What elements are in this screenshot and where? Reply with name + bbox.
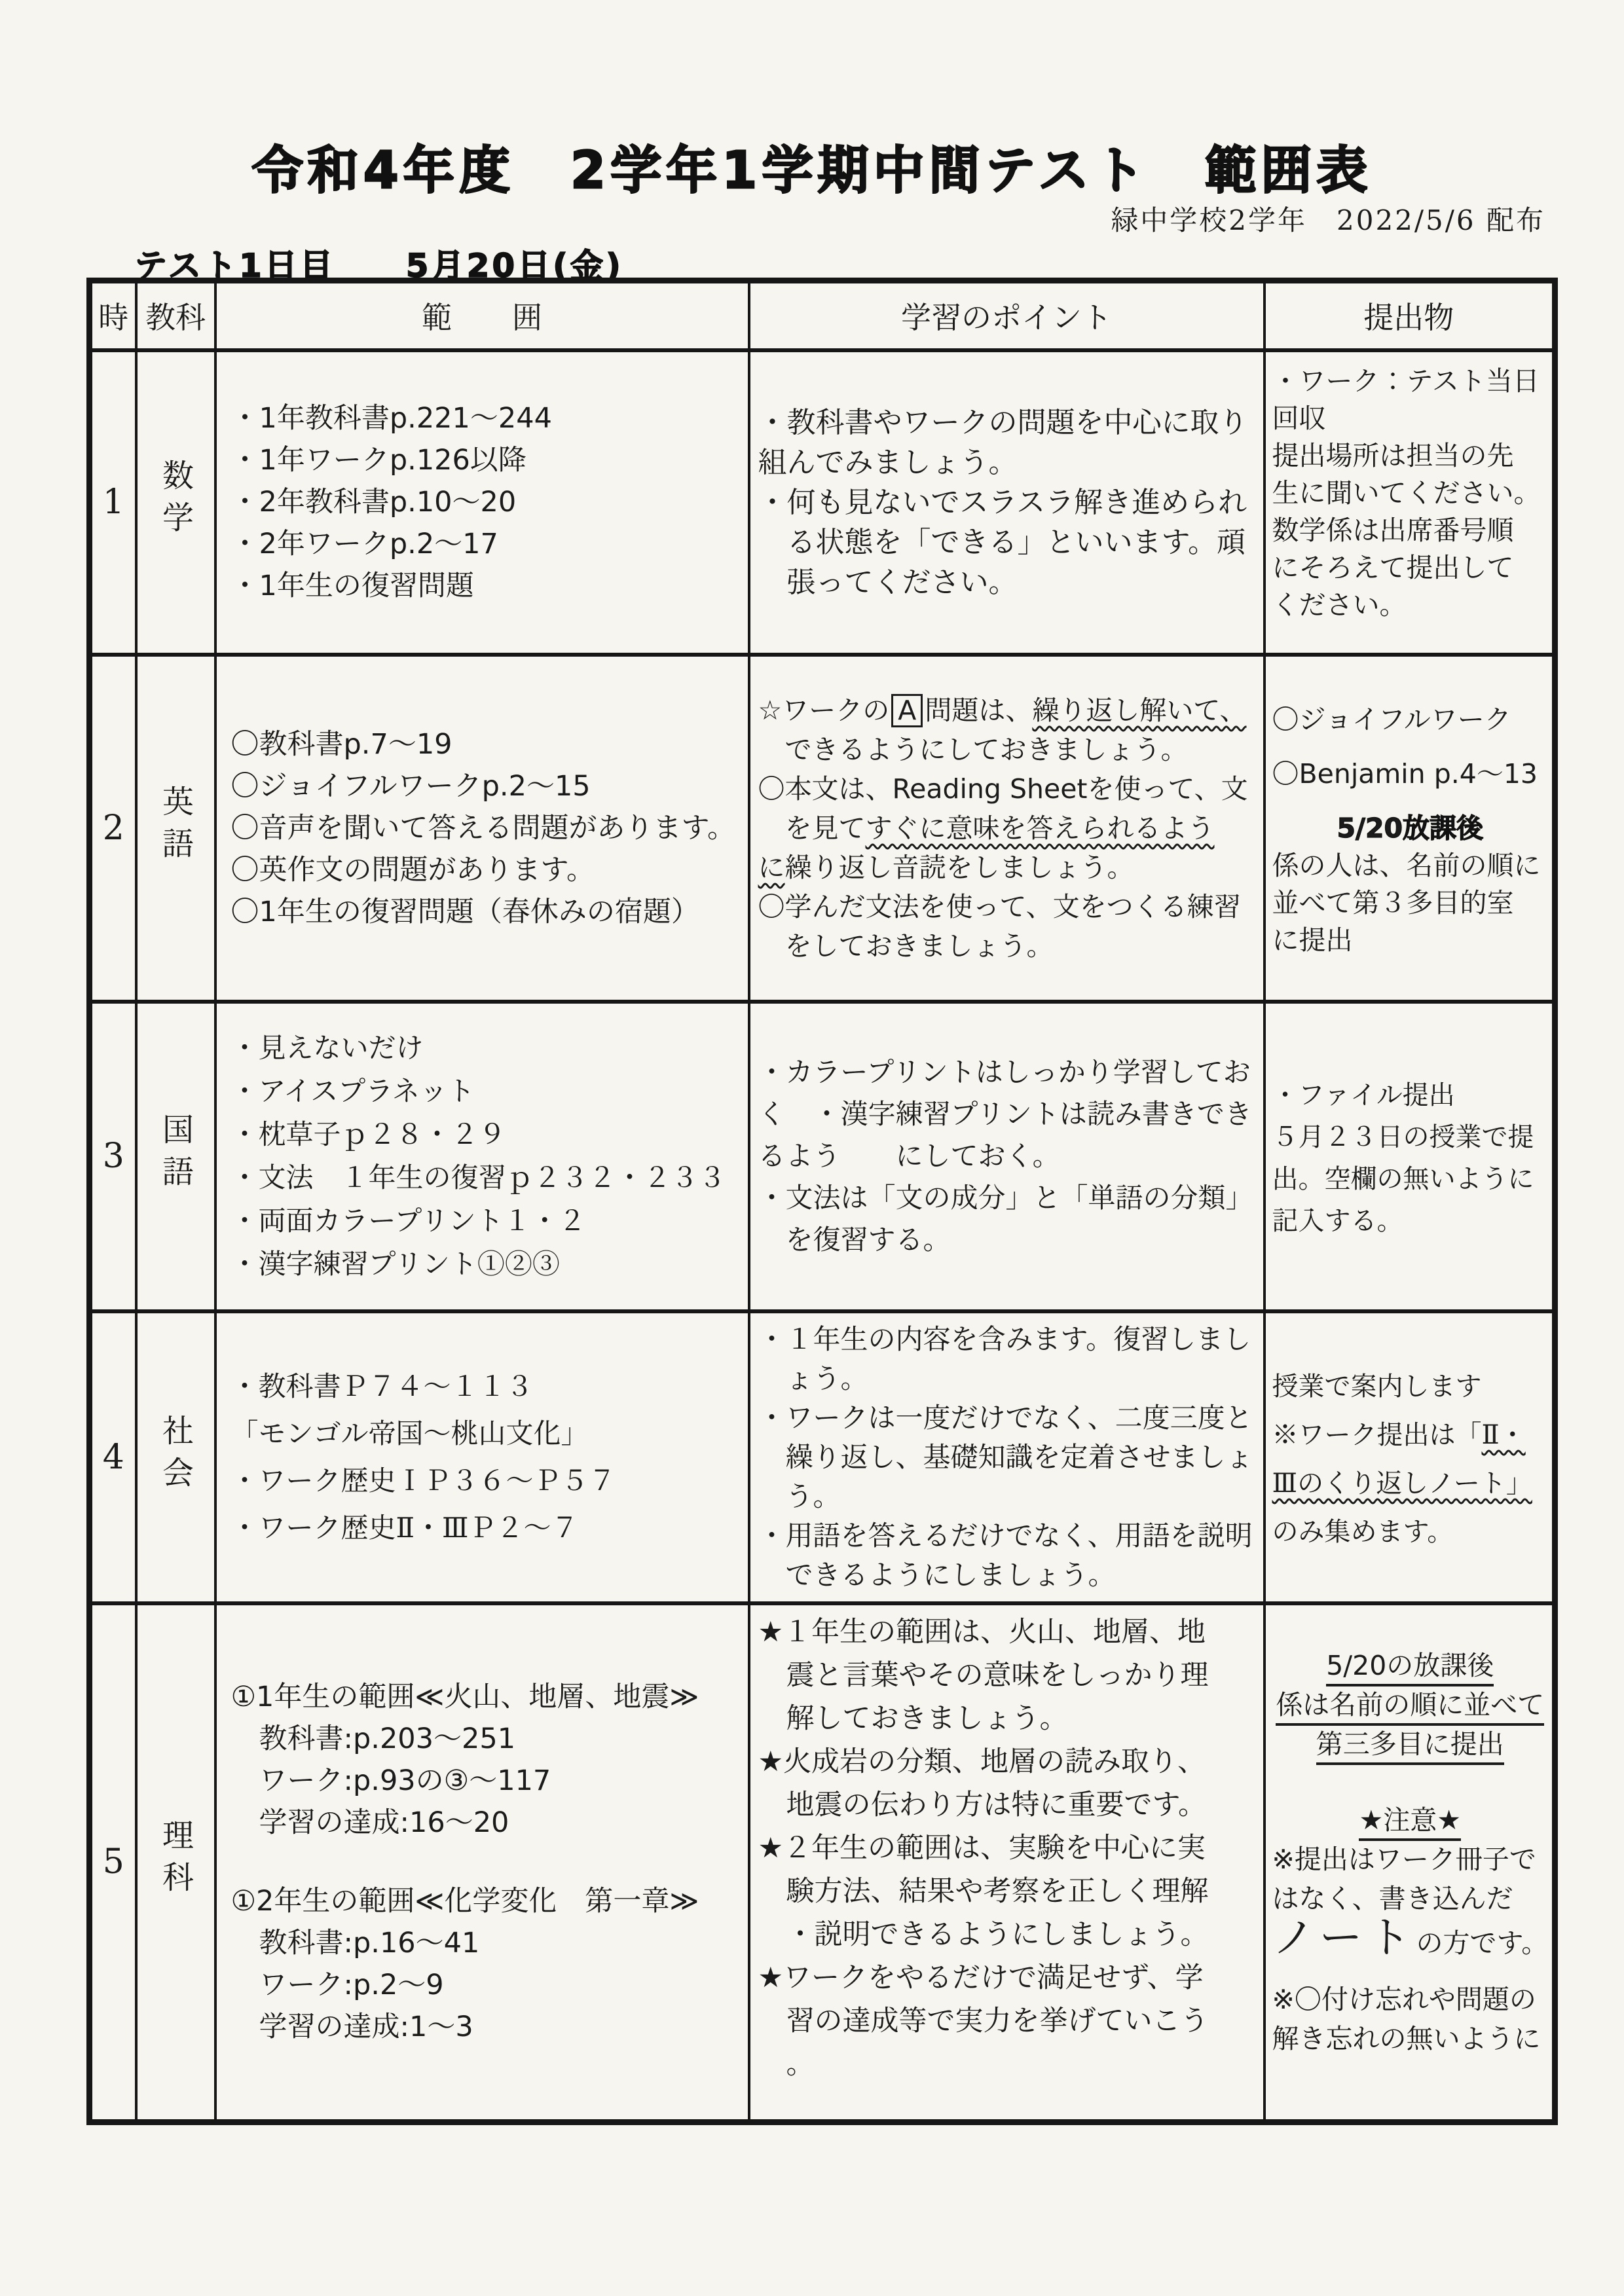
text-line: 。 bbox=[758, 2047, 815, 2081]
text-line: を見てすぐに意味を答えられるよう bbox=[758, 812, 1215, 844]
period-number: 1 bbox=[90, 350, 136, 655]
text-line: ☆ワークの A 問題は、繰り返し解いて、 bbox=[758, 691, 1259, 730]
text-line: 〇ジョイフルワーク bbox=[1272, 703, 1511, 735]
text-line: ・枕草子ｐ２８・２９ bbox=[231, 1118, 506, 1150]
text-line: ょう。 bbox=[758, 1362, 868, 1394]
text-line: Ⅲのくり返しノート」 bbox=[1272, 1468, 1532, 1499]
text-line: ★火成岩の分類、地層の読み取り、 bbox=[758, 1745, 1206, 1778]
text-line: 生に聞いてください。 bbox=[1272, 477, 1541, 509]
science-submissions-cell bbox=[1264, 1603, 1555, 2123]
text-line: ①2年生の範囲≪化学変化 第一章≫ bbox=[231, 1885, 699, 1918]
text-line: 験方法、結果や考察を正しく理解 bbox=[758, 1874, 1209, 1908]
text-line: を復習する。 bbox=[758, 1224, 951, 1256]
text-line: 〇1年生の復習問題（春休みの宿題） bbox=[231, 895, 699, 928]
col-header-range: 範 囲 bbox=[215, 281, 749, 350]
text-line: ・文法 １年生の復習ｐ２３２・２３３ bbox=[231, 1161, 726, 1194]
text-line bbox=[1272, 738, 1549, 756]
text-line: ※提出はワーク冊子で bbox=[1272, 1843, 1536, 1875]
math-submissions-cell bbox=[1264, 350, 1555, 655]
text-line: 出。空欄の無いように bbox=[1272, 1164, 1534, 1194]
text-line: う。 bbox=[758, 1480, 841, 1512]
period-number: 2 bbox=[90, 655, 136, 1002]
text-line: 5/20放課後 bbox=[1337, 812, 1484, 844]
science-points-cell bbox=[749, 1603, 1264, 2123]
social-range-cell bbox=[215, 1311, 749, 1603]
japanese-points-cell bbox=[749, 1002, 1264, 1311]
text-line: 数学係は出席番号順 bbox=[1272, 514, 1514, 546]
text-line: 張ってください。 bbox=[758, 565, 1018, 599]
text-line: ★１年生の範囲は、火山、地層、地 bbox=[758, 1615, 1206, 1649]
text-line: ・2年教科書p.10～20 bbox=[231, 486, 517, 519]
text-line: ・漢字練習プリント①②③ bbox=[231, 1248, 560, 1280]
text-line: できるようにしましょう。 bbox=[758, 1558, 1116, 1591]
text-line: 〇英作文の問題があります。 bbox=[231, 853, 595, 886]
text-line: 授業で案内します bbox=[1272, 1371, 1482, 1402]
text-line: ・ワークは一度だけでなく、二度三度と bbox=[758, 1401, 1253, 1434]
text-line: ワーク:p.2～9 bbox=[231, 1969, 444, 2002]
col-header-subject: 教科 bbox=[136, 281, 215, 350]
subject-label: 国語 bbox=[136, 1002, 215, 1311]
subject-label: 理科 bbox=[136, 1603, 215, 2123]
english-submissions-cell bbox=[1264, 655, 1555, 1002]
text-line: 〇教科書p.7～19 bbox=[231, 727, 452, 761]
text-line: ※〇付け忘れや問題の bbox=[1272, 1983, 1536, 2015]
text-line: ・ワーク：テスト当日 bbox=[1272, 365, 1540, 397]
text-line: 「モンゴル帝国～桃山文化」 bbox=[231, 1417, 589, 1449]
text-line: のみ集めます。 bbox=[1272, 1516, 1454, 1547]
subject-label: 社会 bbox=[136, 1311, 215, 1603]
text-line: 〇音声を聞いて答える問題があります。 bbox=[231, 811, 736, 845]
text-line: 組んでみましょう。 bbox=[758, 445, 1018, 479]
subject-label: 数学 bbox=[136, 350, 215, 655]
text-line: 繰り返し、基礎知識を定着させましょ bbox=[758, 1440, 1253, 1473]
text-line: 第三多目に提出 bbox=[1272, 1724, 1549, 1764]
math-points-cell bbox=[749, 350, 1264, 655]
col-header-study-points: 学習のポイント bbox=[749, 281, 1264, 350]
subject-label: 英語 bbox=[136, 655, 215, 1002]
school-and-distribution-date: 緑中学校2学年 2022/5/6 配布 bbox=[1111, 204, 1545, 236]
text-line: 5/20の放課後 bbox=[1272, 1646, 1549, 1685]
text-line: く ・漢字練習プリントは読み書きでき bbox=[758, 1098, 1252, 1130]
english-range-cell bbox=[215, 655, 749, 1002]
text-line: ・ファイル提出 bbox=[1272, 1080, 1455, 1110]
text-line: 教科書:p.16～41 bbox=[231, 1927, 480, 1960]
science-range-cell bbox=[215, 1603, 749, 2123]
test-day-label: テスト1日目 5月20日(金) bbox=[134, 247, 623, 285]
text-line: ★ワークをやるだけで満足せず、学 bbox=[758, 1961, 1204, 1994]
text-line: ・教科書やワークの問題を中心に取り bbox=[758, 405, 1248, 439]
text-line: ・1年教科書p.221～244 bbox=[231, 402, 552, 435]
social-submissions-cell bbox=[1264, 1311, 1555, 1603]
text-line: ・何も見ないでスラスラ解き進められ bbox=[758, 485, 1247, 519]
text-line: 提出場所は担当の先 bbox=[1272, 439, 1514, 471]
text-line: 係は名前の順に並べて bbox=[1272, 1685, 1549, 1724]
table-header-row bbox=[90, 281, 1555, 350]
col-header-submissions: 提出物 bbox=[1264, 281, 1555, 350]
text-line: 地震の伝わり方は特に重要です。 bbox=[758, 1788, 1207, 1821]
text-line: ・説明できるようにしましょう。 bbox=[758, 1918, 1209, 1951]
text-line: 解き忘れの無いように bbox=[1272, 2022, 1541, 2054]
text-line: る状態を「できる」といいます。頑 bbox=[758, 525, 1246, 559]
text-line: 〇学んだ文法を使って、文をつくる練習 bbox=[758, 890, 1241, 922]
text-line: ワーク:p.93の③～117 bbox=[231, 1764, 551, 1798]
text-line: 並べて第３多目的室 bbox=[1272, 886, 1514, 919]
text-line: ５月２３日の授業で提 bbox=[1272, 1122, 1534, 1152]
text-line: 〇ジョイフルワークp.2～15 bbox=[231, 769, 591, 803]
text-line: 習の達成等で実力を挙げていこう bbox=[758, 2004, 1209, 2037]
text-line: ・アイスプラネット bbox=[231, 1075, 475, 1107]
test-range-table bbox=[86, 278, 1558, 2125]
text-line: に提出 bbox=[1272, 924, 1353, 956]
text-line: 学習の達成:16～20 bbox=[231, 1806, 509, 1840]
text-line: 記入する。 bbox=[1272, 1206, 1403, 1236]
table-row-science bbox=[90, 1603, 1555, 2123]
text-line: 震と言葉やその意味をしっかり理 bbox=[758, 1658, 1209, 1692]
japanese-range-cell bbox=[215, 1002, 749, 1311]
text-line: ・2年ワークp.2～17 bbox=[231, 528, 498, 560]
text-line: ・教科書Ｐ７４～１１３ bbox=[231, 1370, 534, 1402]
col-header-period: 時 bbox=[90, 281, 136, 350]
table-row-social-studies bbox=[90, 1311, 1555, 1603]
period-number: 5 bbox=[90, 1603, 136, 2123]
text-line: 〇本文は、Reading Sheetを使って、文 bbox=[758, 773, 1248, 805]
text-line: ①1年生の範囲≪火山、地層、地震≫ bbox=[231, 1681, 699, 1714]
text-line: ★注意★ bbox=[1272, 1800, 1549, 1840]
social-points-cell bbox=[749, 1311, 1264, 1603]
text-line: ・文法は「文の成分」と「単語の分類」 bbox=[758, 1182, 1253, 1214]
text-line: 〇Benjamin p.4～13 bbox=[1272, 757, 1538, 790]
text-line: ・ワーク歴史ＩＰ３６～Ｐ５７ bbox=[231, 1464, 616, 1497]
period-number: 3 bbox=[90, 1002, 136, 1311]
text-line: ・見えないだけ bbox=[231, 1032, 424, 1064]
text-line: にそろえて提出して bbox=[1272, 551, 1514, 583]
text-line bbox=[1272, 1963, 1549, 1980]
text-line: 解しておきましょう。 bbox=[758, 1702, 1068, 1735]
text-line: ・1年ワークp.126以降 bbox=[231, 444, 526, 477]
text-line: 回収 bbox=[1272, 402, 1326, 434]
text-line: るよう にしておく。 bbox=[758, 1140, 1060, 1172]
text-line: をしておきましょう。 bbox=[758, 930, 1054, 962]
table-row-english bbox=[90, 655, 1555, 1002]
text-line: に繰り返し音読をしましょう。 bbox=[758, 851, 1134, 883]
text-line bbox=[1272, 793, 1549, 810]
table-row-japanese bbox=[90, 1002, 1555, 1311]
text-line: ください。 bbox=[1272, 589, 1407, 621]
text-line: ※ワーク提出は「Ⅱ・ bbox=[1272, 1419, 1526, 1450]
text-line: ・1年生の復習問題 bbox=[231, 570, 474, 602]
text-line: 係の人は、名前の順に bbox=[1272, 849, 1541, 881]
table-row-math bbox=[90, 350, 1555, 655]
text-line: 学習の達成:1～3 bbox=[231, 2011, 473, 2044]
text-line bbox=[1272, 1764, 1549, 1800]
text-line bbox=[231, 1844, 743, 1880]
math-range-cell bbox=[215, 350, 749, 655]
text-line: ★２年生の範囲は、実験を中心に実 bbox=[758, 1831, 1206, 1865]
text-line: ・１年生の内容を含みます。復習しまし bbox=[758, 1322, 1251, 1355]
text-line: ノートの方です。 bbox=[1272, 1912, 1549, 1963]
text-line: ・両面カラープリント１・２ bbox=[231, 1205, 586, 1237]
japanese-submissions-cell bbox=[1264, 1002, 1555, 1311]
text-line: できるようにしておきましょう。 bbox=[758, 733, 1188, 765]
period-number: 4 bbox=[90, 1311, 136, 1603]
text-line: ・ワーク歴史Ⅱ・ⅢＰ２～７ bbox=[231, 1511, 579, 1544]
page-title: 令和4年度 2学年1学期中間テスト 範囲表 bbox=[251, 141, 1373, 200]
text-line: 教科書:p.203～251 bbox=[231, 1722, 516, 1756]
text-line: ・用語を答えるだけでなく、用語を説明 bbox=[758, 1519, 1253, 1552]
text-line: ・カラープリントはしっかり学習してお bbox=[758, 1056, 1251, 1088]
english-points-cell bbox=[749, 655, 1264, 1002]
text-line: はなく、書き込んだ bbox=[1272, 1882, 1513, 1914]
